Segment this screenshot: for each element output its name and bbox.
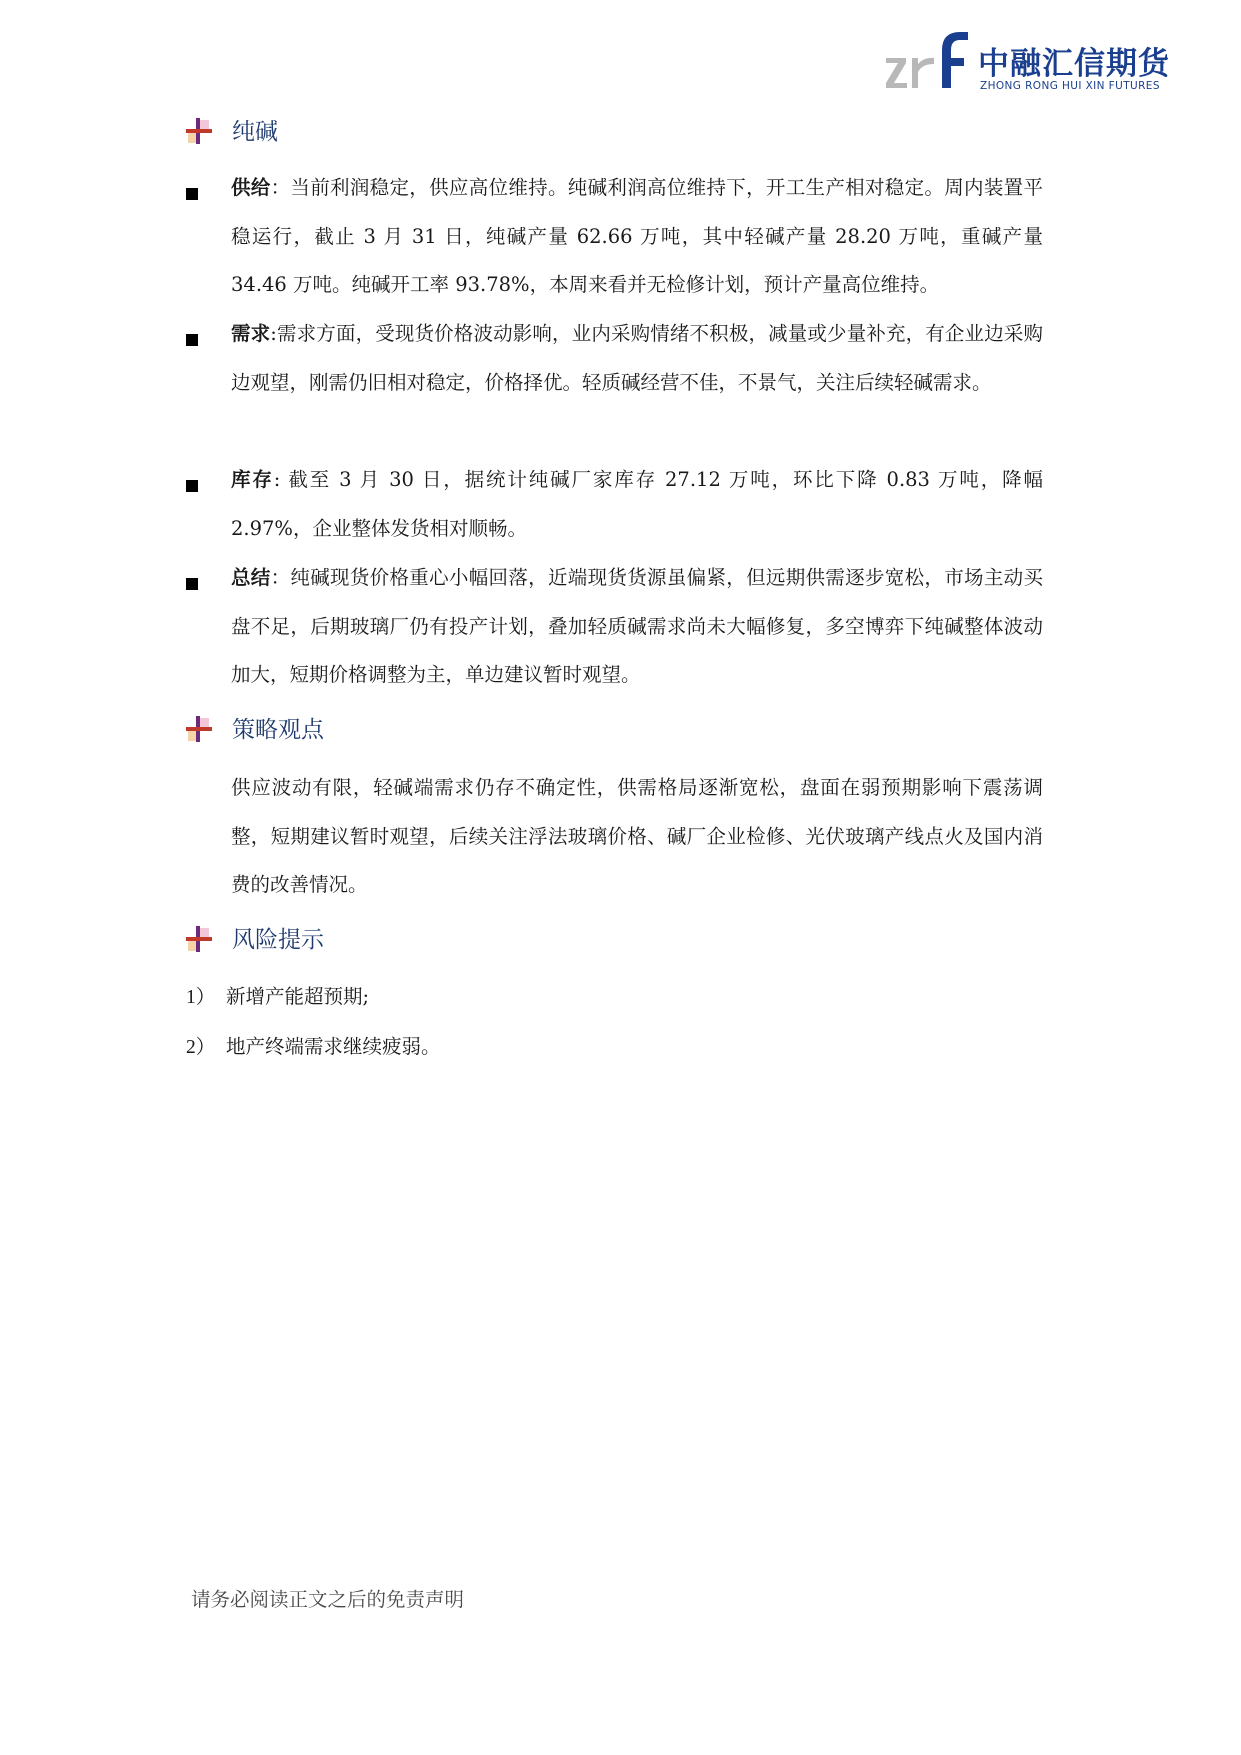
logo-chinese-name: 中融汇信期货: [978, 46, 1170, 82]
bullet-label: 总结: [231, 566, 271, 589]
bullet-text: ：纯碱现货价格重心小幅回落，近端现货货源虽偏紧，但远期供需逐步宽松，市场主动买盘不足，后期玻璃厂仍有投产计划，叠加轻质碱需求尚未大幅修复，多空博弈下纯碱整体波动加大，短期价格调整为主，单边建议暂时观望。: [231, 566, 1043, 686]
black-square-bullet-icon: [186, 480, 198, 492]
bullet-text: :需求方面，受现货价格波动影响，业内采购情绪不积极，减量或少量补充，有企业边采购边观望，刚需仍旧相对稳定，价格择优。轻质碱经营不佳，不景气，关注后续轻碱需求。: [231, 322, 1043, 394]
bullet-text: : 截至 3 月 30 日，据统计纯碱厂家库存 27.12 万吨，环比下降 0.83 万吨，降幅2.97%，企业整体发货相对顺畅。: [231, 468, 1043, 540]
risk-item: [186, 982, 369, 1013]
strategy-paragraph: 供应波动有限，轻碱端需求仍存不确定性，供需格局逐渐宽松，盘面在弱预期影响下震荡调整，短期建议暂时观望，后续关注浮法玻璃价格、碱厂企业检修、光伏玻璃产线点火及国内消费的改善情况。: [231, 776, 1043, 896]
risk-item-text: 新增产能超预期;: [226, 985, 370, 1008]
cross-marker-icon: [186, 716, 212, 744]
bullet-label: 库存: [231, 468, 274, 491]
company-logo: [884, 28, 1174, 92]
bullet-label: 供给: [231, 176, 271, 199]
bullet-text: ：当前利润稳定，供应高位维持。纯碱利润高位维持下，开工生产相对稳定。周内装置平稳运行，截止 3 月 31 日，纯碱产量 62.66 万吨，其中轻碱产量 28.20 万吨，重碱产量 34.46 万吨。纯碱开工率 93.78%，本周来看并无检修计划，预计产量高位维持。: [231, 176, 1043, 296]
risk-item-number: 1）: [186, 987, 216, 1008]
risk-item-text: 地产终端需求继续疲弱。: [226, 1035, 441, 1058]
bullet-paragraph: [231, 310, 1043, 407]
black-square-bullet-icon: [186, 578, 198, 590]
section-title: 纯碱: [232, 119, 278, 145]
logo-english-name: ZHONG RONG HUI XIN FUTURES: [980, 80, 1160, 92]
section-title: 风险提示: [232, 927, 324, 953]
black-square-bullet-icon: [186, 188, 198, 200]
bullet-label: 需求: [231, 322, 271, 345]
cross-marker-icon: [186, 118, 212, 146]
black-square-bullet-icon: [186, 334, 198, 346]
znf-logo-icon: [884, 28, 976, 92]
risk-item: [186, 1032, 441, 1063]
bullet-paragraph: [231, 554, 1043, 700]
risk-item-number: 2）: [186, 1037, 216, 1058]
bullet-paragraph: [231, 456, 1043, 553]
disclaimer-footer: 请务必阅读正文之后的免责声明: [191, 1588, 465, 1611]
section-title: 策略观点: [232, 717, 324, 743]
bullet-paragraph: [231, 164, 1043, 310]
cross-marker-icon: [186, 926, 212, 954]
